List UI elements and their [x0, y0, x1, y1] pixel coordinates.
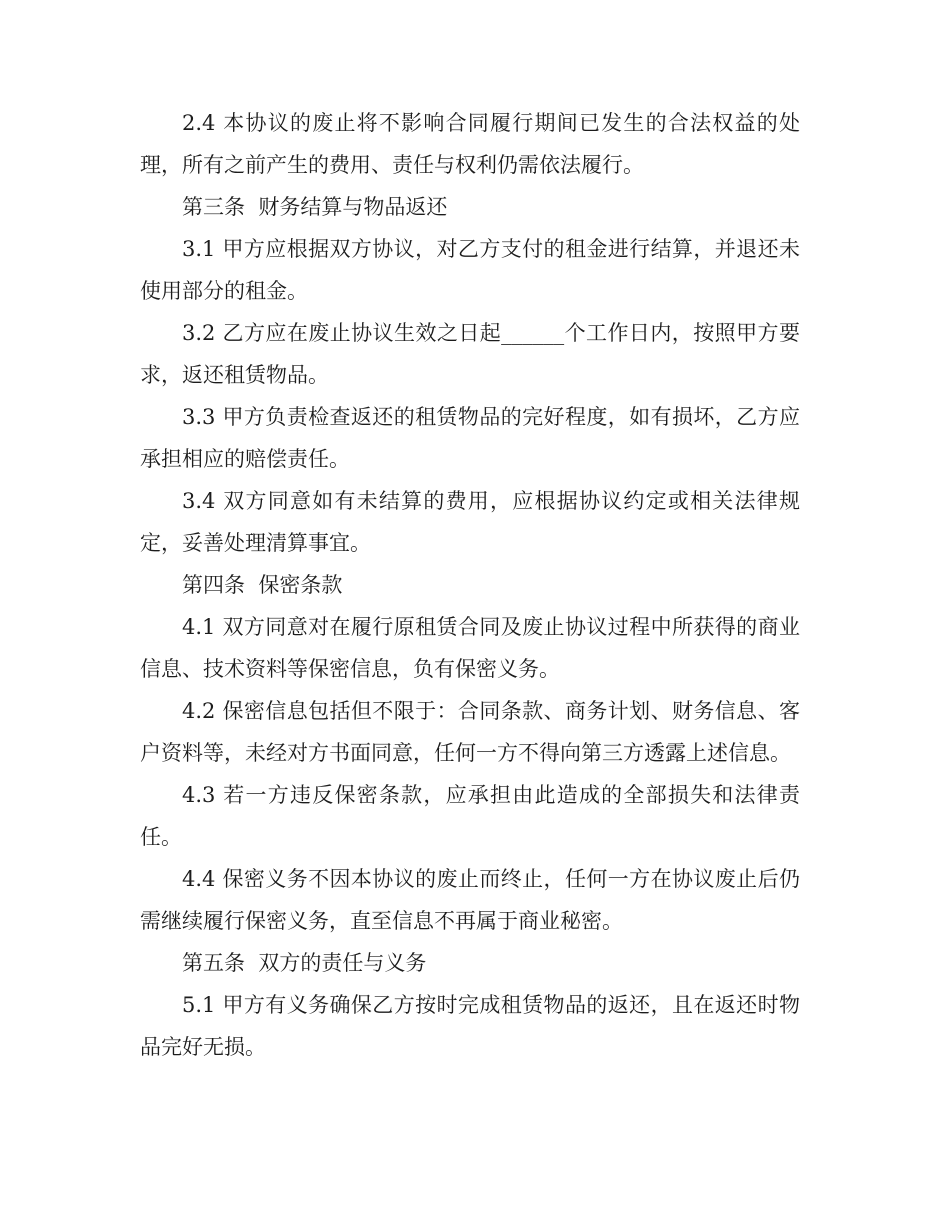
clause-4-2: 4.2 保密信息包括但不限于：合同条款、商务计划、财务信息、客户资料等，未经对方书面同意，任何一方不得向第三方透露上述信息。 — [140, 699, 800, 765]
clause-3-1: 3.1 甲方应根据双方协议，对乙方支付的租金进行结算，并退还未使用部分的租金。 — [140, 237, 800, 303]
clause-4-3: 4.3 若一方违反保密条款，应承担由此造成的全部损失和法律责任。 — [140, 783, 800, 849]
clause-4-4: 4.4 保密义务不因本协议的废止而终止，任何一方在协议废止后仍需继续履行保密义务，直至信息不再属于商业秘密。 — [140, 867, 800, 933]
article-3-heading: 第三条 财务结算与物品返还 — [182, 195, 448, 219]
clause-5-1: 5.1 甲方有义务确保乙方按时完成租赁物品的返还，且在返还时物品完好无损。 — [140, 993, 800, 1059]
clause-4-1: 4.1 双方同意对在履行原租赁合同及废止协议过程中所获得的商业信息、技术资料等保密信息，负有保密义务。 — [140, 615, 800, 681]
clause-3-4: 3.4 双方同意如有未结算的费用，应根据协议约定或相关法律规定，妥善处理清算事宜。 — [140, 489, 800, 555]
clause-2-4: 2.4 本协议的废止将不影响合同履行期间已发生的合法权益的处理，所有之前产生的费用、责任与权利仍需依法履行。 — [140, 111, 800, 177]
article-5-heading: 第五条 双方的责任与义务 — [182, 951, 427, 975]
clause-3-2: 3.2 乙方应在废止协议生效之日起______个工作日内，按照甲方要求，返还租赁物品。 — [140, 321, 800, 387]
clause-3-3: 3.3 甲方负责检查返还的租赁物品的完好程度，如有损坏，乙方应承担相应的赔偿责任。 — [140, 405, 800, 471]
article-4-heading: 第四条 保密条款 — [182, 573, 343, 597]
